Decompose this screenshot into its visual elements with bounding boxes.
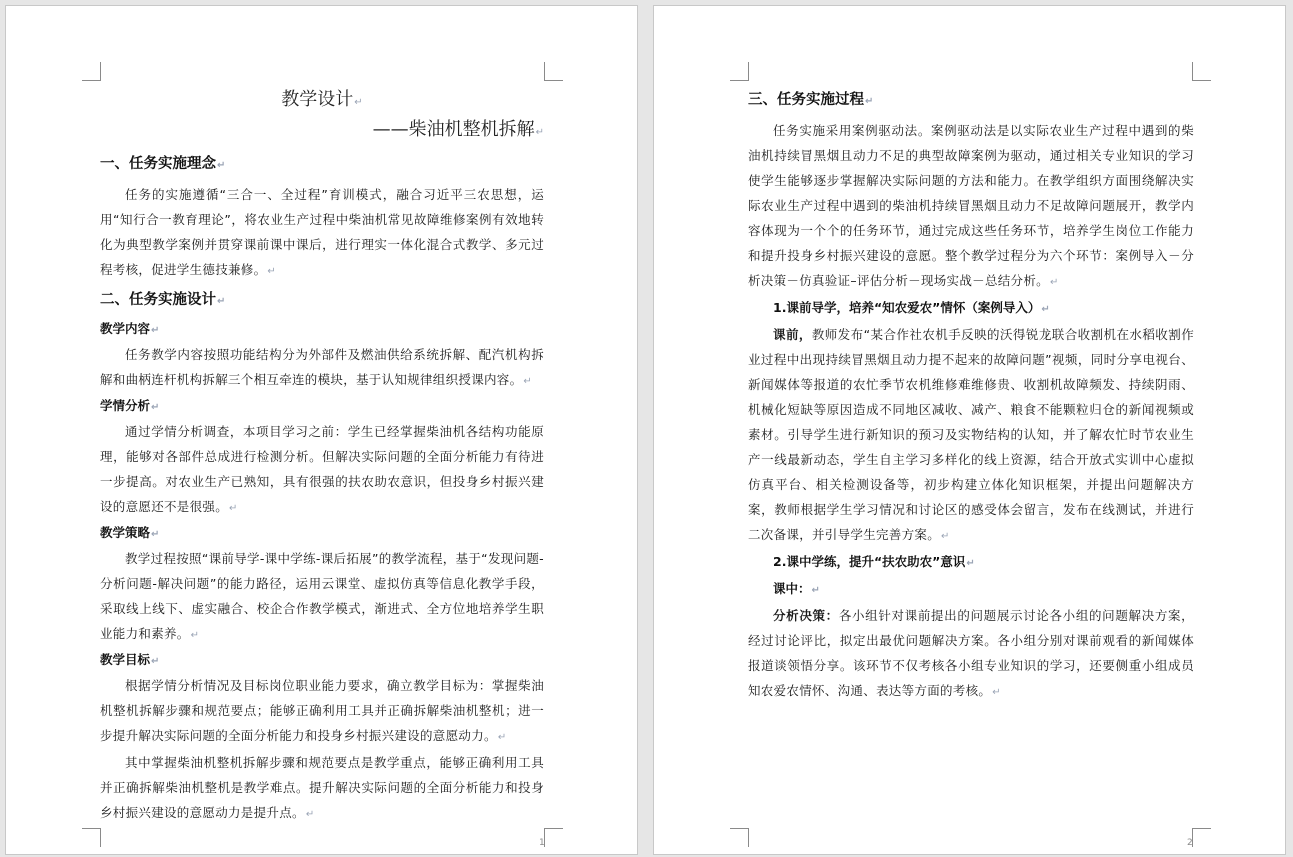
subheading-strategy: 教学策略↵ [100, 525, 160, 540]
crop-mark-bottom-right [544, 828, 563, 847]
crop-mark-bottom-right [1192, 828, 1211, 847]
strategy-paragraph: 教学过程按照“课前导学-课中学练-课后拓展”的教学流程，基于“发现问题-分析问题-解决问题”的能力路径，运用云课堂、虚拟仿真等信息化教学手段，采取线上线下、虚实融合、校企合作教学模式，渐进式、全方位地培养学生职业能力和素养。↵ [100, 551, 544, 641]
subheading-analysis: 学情分析↵ [100, 398, 160, 413]
step-heading-2: 2.课中学练，提升“扶农助农”意识↵ [773, 554, 975, 569]
step-2-paragraph: 分析决策：各小组针对课前提出的问题展示讨论各小组的问题解决方案，经过讨论评比，拟定出最优问题解决方案。各小组分别对课前观看的新闻媒体报道谈领悟分享。该环节不仅考核各小组专业知识的学习，还要侧重小组成员知农爱农情怀、沟通、表达等方面的考核。↵ [748, 608, 1194, 698]
crop-mark-bottom-left [82, 828, 101, 847]
section-heading-design: 二、任务实施设计↵ [100, 292, 226, 308]
section-heading-philosophy: 一、任务实施理念↵ [100, 156, 226, 172]
page-number-2: 2 [1187, 838, 1193, 848]
crop-mark-top-right [544, 62, 563, 81]
step-2-subheading: 课中：↵ [773, 581, 820, 596]
document-title: 教学设计↵ [281, 89, 363, 110]
document-subtitle: ——柴油机整机拆解↵ [372, 119, 544, 140]
analysis-paragraph: 通过学情分析调查，本项目学习之前：学生已经掌握柴油机各结构功能原理，能够对各部件总成进行检测分析。但解决实际问题的全面分析能力有待进一步提高。对农业生产已熟知，具有很强的扶农助农意识，但投身乡村振兴建设的意愿还不是很强。↵ [100, 424, 544, 514]
philosophy-paragraph: 任务的实施遵循“三合一、全过程”育训模式，融合习近平三农思想，运用“知行合一教育理论”，将农业生产过程中柴油机常见故障维修案例有效地转化为典型教学案例并贯穿课前课中课后，进行理实一体化混合式教学、多元过程考核，促进学生德技兼修。↵ [100, 187, 544, 277]
page-number-1: 1 [539, 838, 545, 848]
goals-paragraph-2: 其中掌握柴油机整机拆解步骤和规范要点是教学重点，能够正确利用工具并正确拆解柴油机整机是教学难点。提升解决实际问题的全面分析能力和投身乡村振兴建设的意愿动力是提升点。↵ [100, 755, 544, 820]
page-2-body[interactable] [748, 86, 1194, 705]
goals-paragraph-1: 根据学情分析情况及目标岗位职业能力要求，确立教学目标为：掌握柴油机整机拆解步骤和规范要点；能够正确利用工具并正确拆解柴油机整机；进一步提升解决实际问题的全面分析能力和投身乡村振兴建设的意愿动力。↵ [100, 678, 544, 743]
process-paragraph: 任务实施采用案例驱动法。案例驱动法是以实际农业生产过程中遇到的柴油机持续冒黑烟且动力不足的典型故障案例为驱动，通过相关专业知识的学习使学生能够逐步掌握解决实际问题的方法和能力。在教学组织方面围绕解决实际农业生产过程中遇到的柴油机持续冒黑烟且动力不足故障问题展开，教学内容体现为一个个的任务环节，通过完成这些任务环节，培养学生岗位工作能力和提升投身乡村振兴建设的意愿。整个教学过程分为六个环节：案例导入－分析决策－仿真验证–评估分析－现场实战－总结分析。↵ [748, 123, 1194, 288]
crop-mark-top-left [730, 62, 749, 81]
document-page-2 [653, 5, 1286, 855]
section-heading-process: 三、任务实施过程↵ [748, 92, 874, 108]
page-1-body[interactable] [100, 84, 544, 827]
crop-mark-bottom-left [730, 828, 749, 847]
subheading-goals: 教学目标↵ [100, 652, 160, 667]
step-1-paragraph: 课前，教师发布“某合作社农机手反映的沃得锐龙联合收割机在水稻收割作业过程中出现持续冒黑烟且动力提不起来的故障问题”视频，同时分享电视台、新闻媒体等报道的农忙季节农机维修难维修贵、收割机故障频发、持续阴雨、机械化短缺等原因造成不同地区减收、减产、粮食不能颗粒归仓的新闻视频或素材。引导学生进行新知识的预习及实物结构的认知，并了解农忙时节农业生产一线最新动态，学生自主学习多样化的线上资源，结合开放式实训中心虚拟仿真平台、相关检测设备等，初步构建立体化知识框架，并提出问题解决方案，教师根据学生学习情况和讨论区的感受体会留言，发布在线测试，并进行二次备课，并引导学生完善方案。↵ [748, 327, 1194, 542]
document-page-1 [5, 5, 638, 855]
content-paragraph: 任务教学内容按照功能结构分为外部件及燃油供给系统拆解、配汽机构拆解和曲柄连杆机构拆解三个相互牵连的模块，基于认知规律组织授课内容。↵ [100, 347, 544, 387]
subheading-content: 教学内容↵ [100, 321, 160, 336]
crop-mark-top-right [1192, 62, 1211, 81]
crop-mark-top-left [82, 62, 101, 81]
step-heading-1: 1.课前导学，培养“知农爱农”情怀（案例导入）↵ [773, 300, 1050, 315]
